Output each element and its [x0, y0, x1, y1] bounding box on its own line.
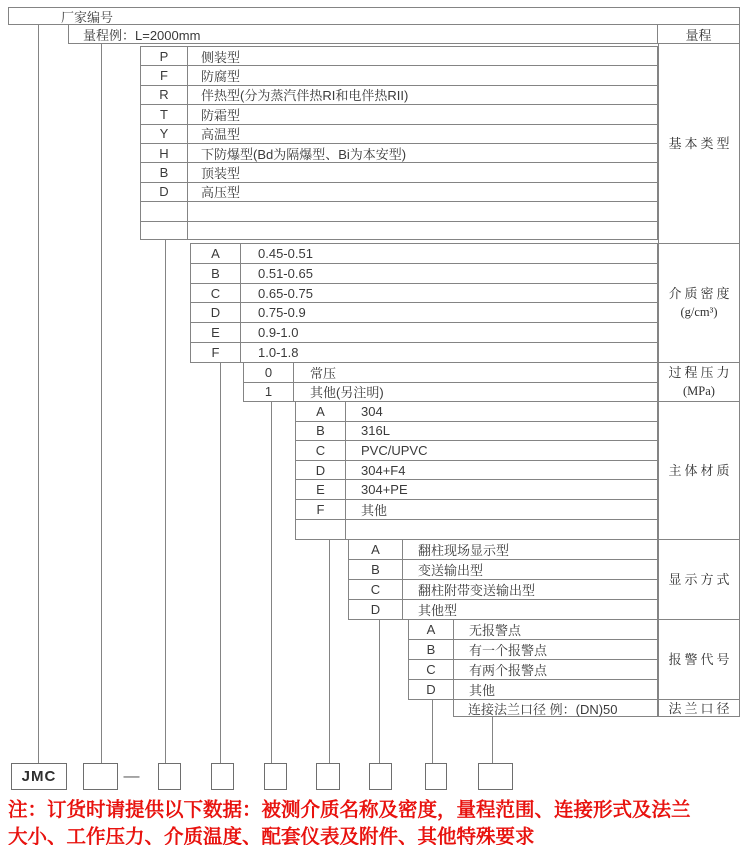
desc-cell: 304+F4 — [361, 462, 406, 478]
code-cell: F — [191, 343, 241, 362]
connector-line — [492, 716, 493, 763]
code-cell: P — [141, 47, 188, 65]
desc-cell: 0.51-0.65 — [258, 265, 313, 281]
desc-cell: 下防爆型(Bd为隔爆型、Bi为本安型) — [201, 146, 407, 162]
table-row — [296, 500, 657, 520]
section-label-alarm: 报警代号 — [658, 619, 740, 700]
code-box-material — [316, 763, 340, 790]
model-prefix-box: JMC — [11, 763, 67, 790]
table-row — [244, 363, 657, 383]
code-box-display — [369, 763, 392, 790]
code-cell: D — [409, 680, 454, 699]
range-example: 量程例：L=2000mm — [83, 27, 201, 43]
code-box-basic-type — [158, 763, 181, 790]
code-cell: A — [349, 540, 403, 559]
table-row — [349, 540, 657, 560]
code-cell: D — [296, 461, 346, 480]
code-cell: C — [296, 441, 346, 460]
manufacturer-row — [8, 7, 740, 25]
code-cell: A — [296, 402, 346, 421]
desc-cell: 无报警点 — [469, 623, 522, 638]
table-row — [191, 244, 657, 264]
desc-cell: 常压 — [310, 365, 337, 381]
desc-cell: 侧装型 — [201, 49, 241, 65]
code-cell: E — [296, 480, 346, 499]
desc-cell: 其他(另注明) — [310, 385, 384, 401]
table-row — [296, 441, 657, 461]
connector-line — [38, 24, 39, 763]
desc-cell — [188, 202, 657, 220]
code-cell: Y — [141, 125, 188, 143]
desc-cell: 0.75-0.9 — [258, 305, 306, 321]
code-cell: B — [296, 422, 346, 441]
code-cell: 0 — [244, 363, 294, 382]
desc-cell: 316L — [361, 423, 390, 439]
table-row — [296, 402, 657, 422]
table-row — [191, 323, 657, 343]
table-row — [141, 125, 657, 144]
flange-size-row — [453, 699, 658, 717]
code-cell: B — [349, 560, 403, 579]
code-cell: F — [141, 66, 188, 84]
table-row — [191, 264, 657, 284]
section-label-material: 主体材质 — [658, 401, 740, 540]
connector-line — [432, 699, 433, 763]
code-box-range — [83, 763, 118, 790]
code-cell: 1 — [244, 383, 294, 402]
code-cell: H — [141, 144, 188, 162]
code-cell: C — [191, 284, 241, 303]
code-cell: C — [409, 660, 454, 679]
code-separator: — — [123, 767, 140, 785]
code-cell: A — [191, 244, 241, 263]
connector-line — [101, 43, 102, 763]
connector-line — [165, 239, 166, 763]
table-row — [409, 680, 657, 699]
code-cell: A — [409, 620, 454, 639]
range-section-label: 量程 — [657, 25, 739, 43]
desc-cell: 防霜型 — [201, 107, 241, 123]
code-cell: D — [349, 600, 403, 619]
table-row — [296, 422, 657, 442]
code-box-flange — [478, 763, 513, 790]
table-row — [141, 66, 657, 85]
desc-cell: 有两个报警点 — [469, 663, 548, 678]
connector-line — [220, 362, 221, 763]
table-row — [191, 284, 657, 304]
desc-cell: 其他 — [469, 683, 496, 698]
table-row — [141, 183, 657, 202]
code-cell: D — [191, 303, 241, 322]
connector-line — [271, 401, 272, 763]
desc-cell: 0.65-0.75 — [258, 285, 313, 301]
code-cell: F — [296, 500, 346, 519]
table-row — [141, 144, 657, 163]
display-mode-table — [348, 539, 658, 620]
desc-cell — [188, 222, 657, 239]
desc-cell: 顶装型 — [201, 166, 241, 182]
desc-cell: 1.0-1.8 — [258, 345, 299, 361]
table-row — [409, 620, 657, 640]
desc-cell: 高温型 — [201, 127, 241, 143]
code-cell — [141, 202, 188, 220]
table-row — [349, 600, 657, 619]
order-note-line2: 大小、工作压力、介质温度、配套仪表及附件、其他特殊要求 — [8, 826, 535, 845]
table-row — [141, 86, 657, 105]
table-row — [349, 580, 657, 600]
desc-cell: 有一个报警点 — [469, 643, 548, 658]
desc-cell: 高压型 — [201, 185, 241, 201]
code-box-pressure — [264, 763, 287, 790]
code-cell: B — [141, 163, 188, 181]
code-cell: C — [349, 580, 403, 599]
manufacturer-row-label: 厂家编号 — [61, 9, 114, 25]
section-label-basic-type: 基本类型 — [658, 43, 740, 244]
table-row — [296, 461, 657, 481]
basic-type-table — [140, 46, 658, 240]
connector-line — [329, 539, 330, 763]
order-note — [8, 797, 746, 845]
table-row — [409, 640, 657, 660]
table-row — [191, 303, 657, 323]
connector-line — [379, 619, 380, 763]
code-cell: E — [191, 323, 241, 342]
table-row-empty — [141, 222, 657, 239]
density-table — [190, 243, 658, 363]
desc-cell: 翻柱现场显示型 — [418, 543, 510, 558]
desc-cell: 其他 — [361, 502, 388, 518]
code-cell: R — [141, 86, 188, 104]
table-row — [244, 383, 657, 402]
desc-cell: 伴热型(分为蒸汽伴热RI和电伴热RII) — [201, 88, 409, 104]
code-cell: T — [141, 105, 188, 123]
desc-cell: 翻柱附带变送输出型 — [418, 583, 536, 598]
code-box-alarm — [425, 763, 447, 790]
table-row-empty — [296, 520, 657, 539]
desc-cell: PVC/UPVC — [361, 442, 428, 458]
code-cell: D — [141, 183, 188, 201]
section-label-display: 显示方式 — [658, 539, 740, 620]
desc-cell: 0.45-0.51 — [258, 245, 313, 261]
desc-cell: 其他型 — [418, 603, 458, 618]
desc-cell: 304 — [361, 403, 383, 419]
desc-cell: 304+PE — [361, 482, 408, 498]
section-label-pressure: 过程压力 (MPa) — [658, 362, 740, 402]
code-cell — [141, 222, 188, 239]
table-row — [141, 163, 657, 182]
range-row — [68, 24, 740, 44]
code-cell: B — [409, 640, 454, 659]
pressure-table — [243, 362, 658, 402]
material-table — [295, 401, 658, 540]
alarm-code-table — [408, 619, 658, 700]
table-row — [349, 560, 657, 580]
table-row — [409, 660, 657, 680]
section-label-flange: 法兰口径 — [658, 699, 740, 717]
desc-cell: 0.9-1.0 — [258, 325, 299, 341]
table-row — [141, 105, 657, 124]
table-row-empty — [141, 202, 657, 221]
order-note-line1: 注：订货时请提供以下数据：被测介质名称及密度，量程范围、连接形式及法兰 — [8, 799, 691, 821]
desc-cell: 连接法兰口径 例：(DN)50 — [468, 701, 618, 717]
desc-cell: 防腐型 — [201, 69, 241, 85]
code-cell — [296, 520, 346, 539]
code-box-density — [211, 763, 234, 790]
table-row — [141, 47, 657, 66]
code-cell: B — [191, 264, 241, 283]
desc-cell: 变送输出型 — [418, 563, 484, 578]
desc-cell — [346, 520, 657, 539]
section-label-density: 介质密度 (g/cm³) — [658, 243, 740, 363]
table-row — [296, 480, 657, 500]
table-row — [191, 343, 657, 362]
